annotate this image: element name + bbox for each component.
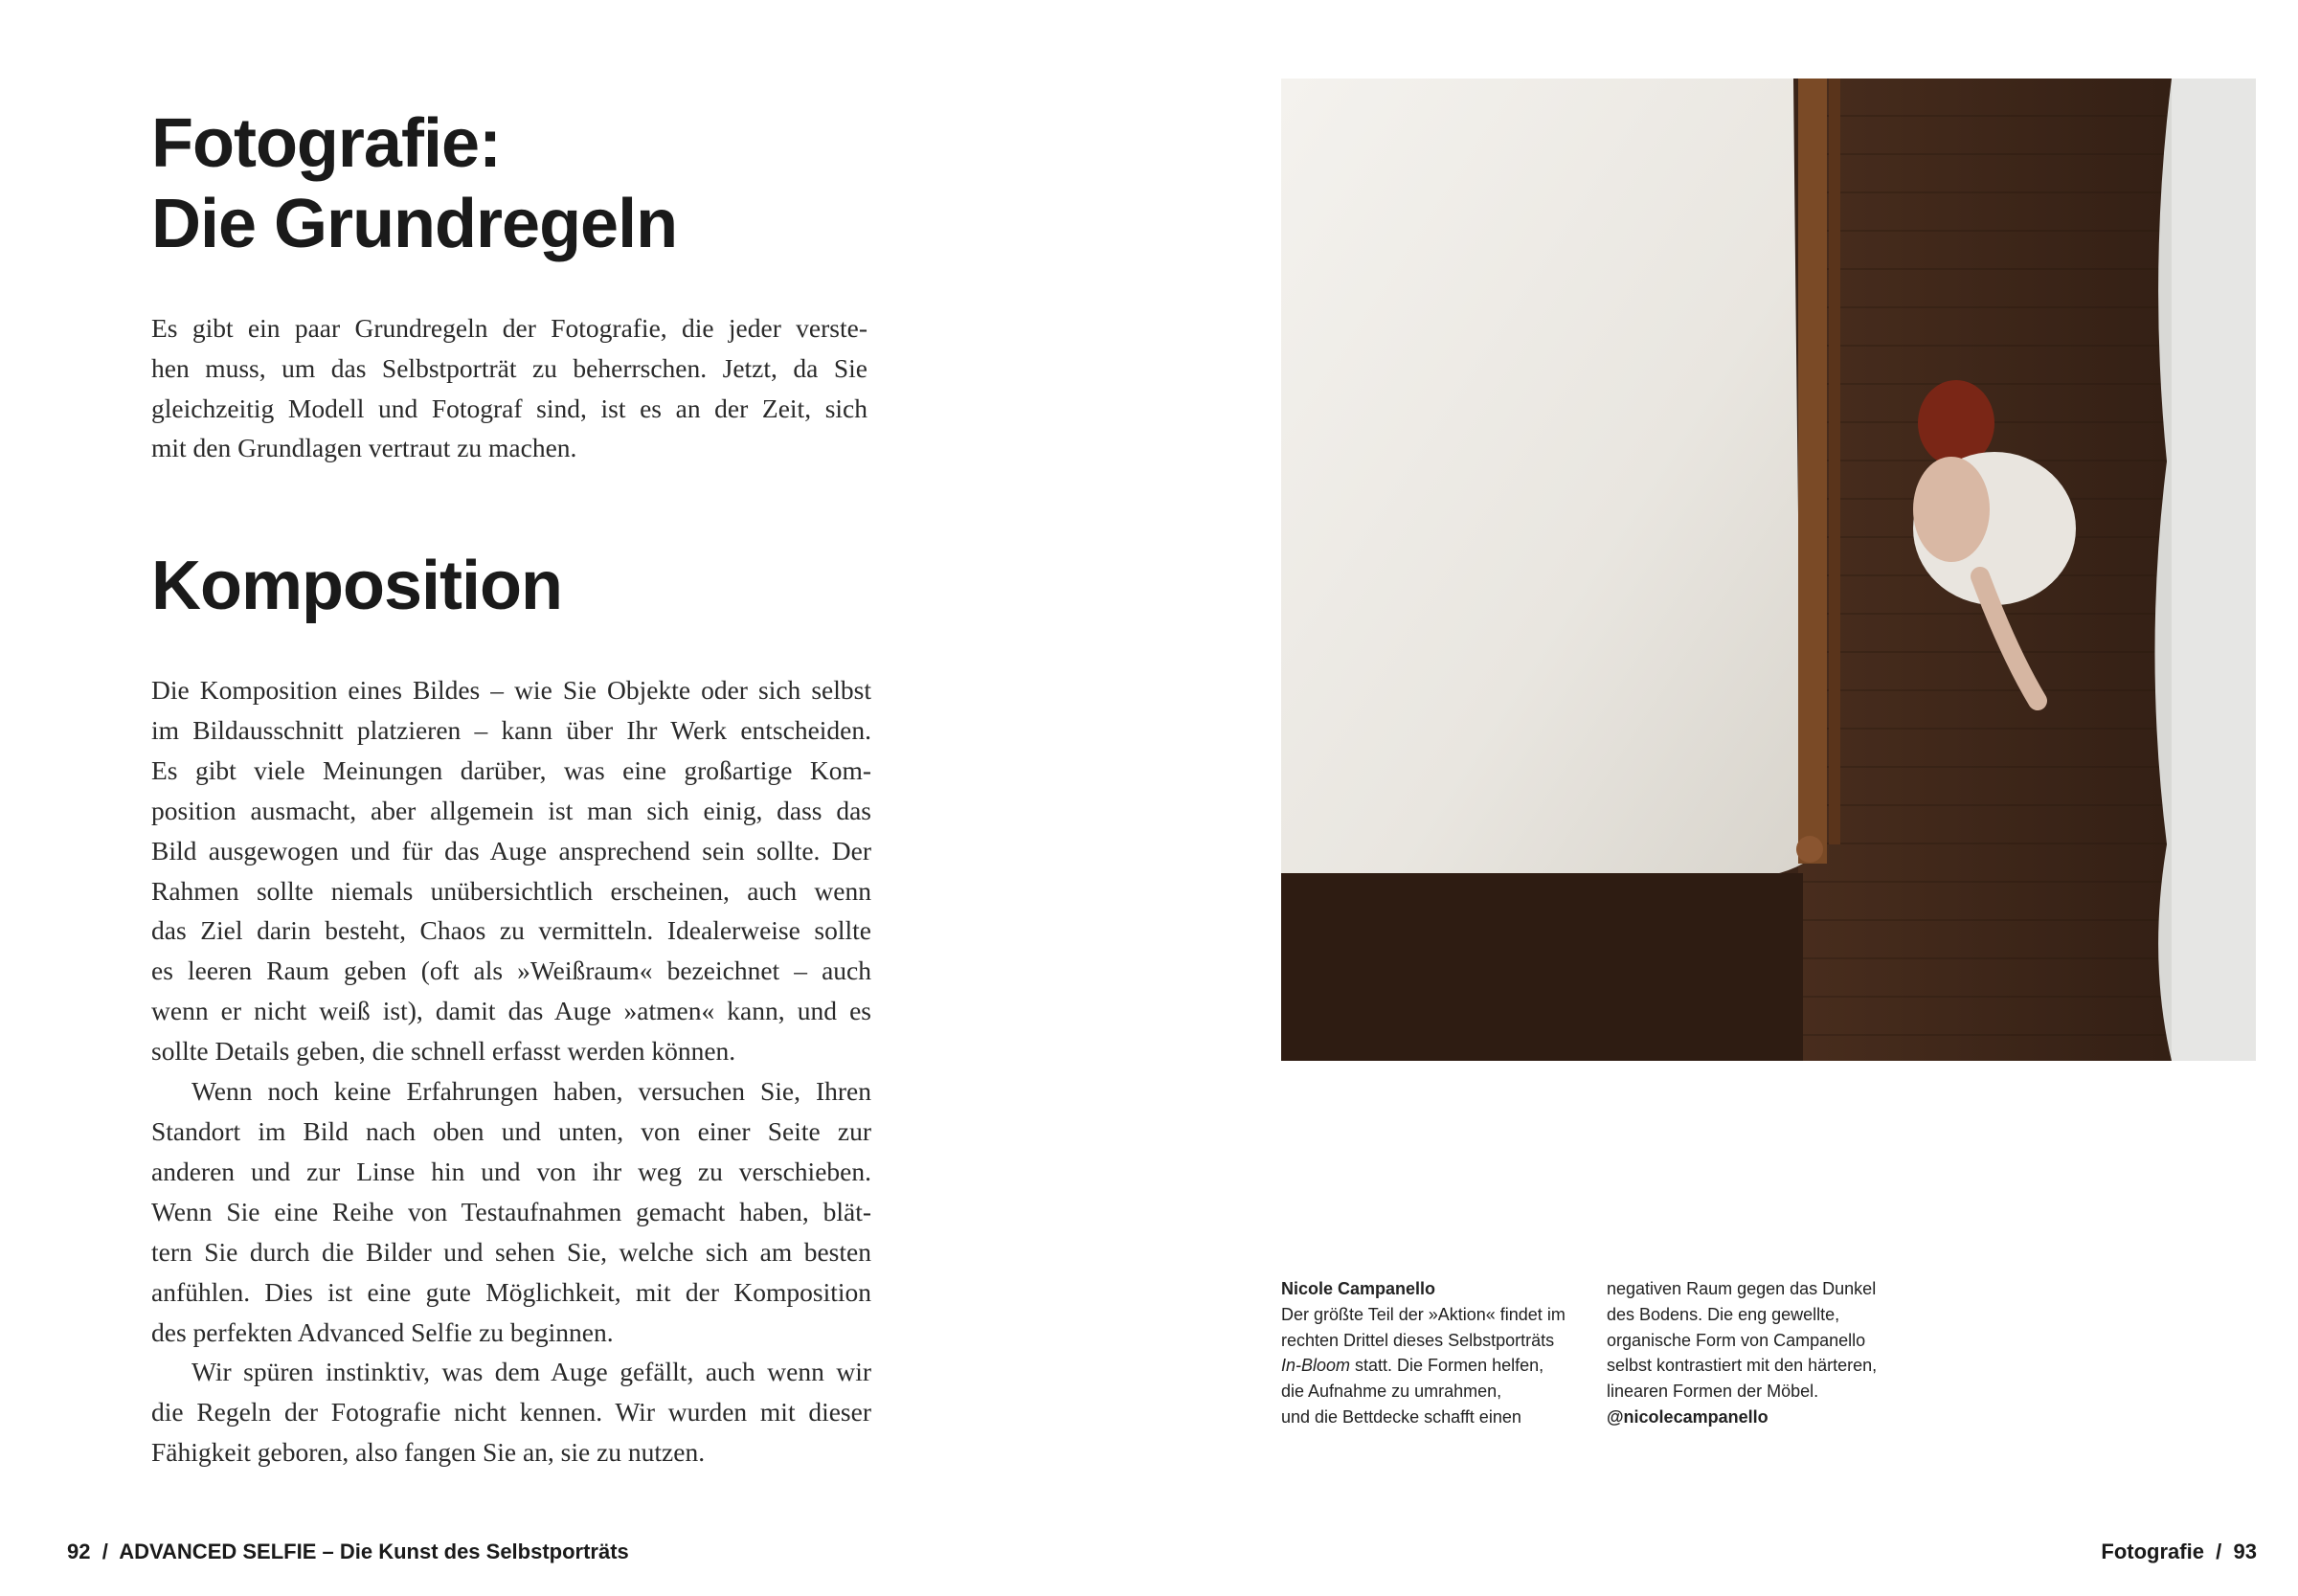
text-line: Wir spüren instinktiv, was dem Auge gefällt, auch wenn wir: [192, 1357, 871, 1387]
text-line: Wenn noch keine Erfahrungen haben, versuchen Sie, Ihren: [192, 1076, 871, 1107]
caption-column-2: [1607, 1276, 1932, 1430]
caption-line: Der größte Teil der »Aktion« findet im: [1281, 1304, 1566, 1324]
text-line: mit den Grundlagen vertraut zu machen.: [151, 433, 577, 463]
page-title: [151, 103, 677, 264]
caption-line: und die Bettdecke schafft einen: [1281, 1406, 1521, 1427]
text-line: Die Komposition eines Bildes – wie Sie Objekte oder sich selbst: [151, 675, 871, 705]
text-line: Bild ausgewogen und für das Auge ansprechend sein sollte. Der: [151, 835, 871, 865]
caption-line: linearen Formen der Möbel.: [1607, 1382, 1819, 1402]
text-line: Es gibt viele Meinungen darüber, was eine großartige Kom-: [151, 754, 871, 785]
text-line: hen muss, um das Selbstporträt zu beherrschen. Jetzt, da Sie: [151, 352, 867, 383]
text-line: des perfekten Advanced Selfie zu beginnen.: [151, 1316, 614, 1347]
text-line: Fähigkeit geboren, also fangen Sie an, sie zu nutzen.: [151, 1437, 706, 1468]
text-line: es leeren Raum geben (oft als »Weißraum« bezeichnet – auch: [151, 955, 871, 986]
caption-line: negativen Raum gegen das Dunkel: [1607, 1279, 1877, 1298]
photo-bed-and-curled-figure: [1281, 79, 2256, 1061]
caption-line: selbst kontrastiert mit den härteren,: [1607, 1356, 1878, 1376]
bed-frame: [1798, 79, 1827, 864]
page-title-line-1: Fotografie:: [151, 105, 501, 182]
text-line: anderen und zur Linse hin und von ihr weg zu verschieben.: [151, 1156, 871, 1186]
section-heading: Komposition: [151, 548, 562, 624]
page-title-line-2: Die Grundregeln: [151, 186, 678, 262]
text-line: tern Sie durch die Bilder und sehen Sie, welche sich am besten: [151, 1236, 871, 1267]
caption-work-title: In-Bloom: [1281, 1356, 1351, 1376]
caption-line: statt. Die Formen helfen,: [1350, 1356, 1544, 1376]
text-line: Standort im Bild nach oben und unten, von einer Seite zur: [151, 1115, 871, 1146]
caption-line: die Aufnahme zu umrahmen,: [1281, 1382, 1502, 1402]
caption-handle: @nicolecampanello: [1607, 1406, 1769, 1427]
bed-sheet: [1281, 79, 1803, 879]
caption-column-1: [1281, 1276, 1607, 1430]
text-line: die Regeln der Fotografie nicht kennen. Wir wurden mit dieser: [151, 1397, 871, 1427]
text-line: sollte Details geben, die schnell erfasst werden können.: [151, 1036, 736, 1067]
white-dresser: [2172, 79, 2256, 1061]
photo-caption: [1281, 1276, 1932, 1430]
footer-right-page-number: Fotografie / 93: [2101, 1540, 2257, 1563]
text-line: Wenn Sie eine Reihe von Testaufnahmen gemacht haben, blät-: [151, 1196, 871, 1226]
text-line: anfühlen. Dies ist eine gute Möglichkeit, mit der Komposition: [151, 1276, 871, 1307]
caption-line: des Bodens. Die eng gewellte,: [1607, 1304, 1840, 1324]
caption-line: organische Form von Campanello: [1607, 1330, 1866, 1350]
caption-photographer: Nicole Campanello: [1281, 1279, 1436, 1298]
body-text: [151, 670, 871, 1472]
text-line: das Ziel darin besteht, Chaos zu vermitteln. Idealerweise sollte: [151, 915, 871, 946]
caption-line: rechten Drittel dieses Selbstporträts: [1281, 1330, 1555, 1350]
text-line: Es gibt ein paar Grundregeln der Fotografie, die jeder verste-: [151, 313, 867, 343]
intro-paragraph: [151, 308, 867, 468]
footer-left-page-number: 92 / ADVANCED SELFIE – Die Kunst des Selbstporträts: [67, 1540, 629, 1563]
text-line: gleichzeitig Modell und Fotograf sind, ist es an der Zeit, sich: [151, 393, 867, 423]
text-line: im Bildausschnitt platzieren – kann über Ihr Werk entscheiden.: [151, 714, 871, 745]
photo-illustration: [1281, 79, 2256, 1061]
text-line: Rahmen sollte niemals unübersichtlich erscheinen, auch wenn: [151, 875, 871, 906]
text-line: wenn er nicht weiß ist), damit das Auge »atmen« kann, und es: [151, 996, 871, 1026]
text-line: position ausmacht, aber allgemein ist man sich einig, dass das: [151, 795, 871, 825]
